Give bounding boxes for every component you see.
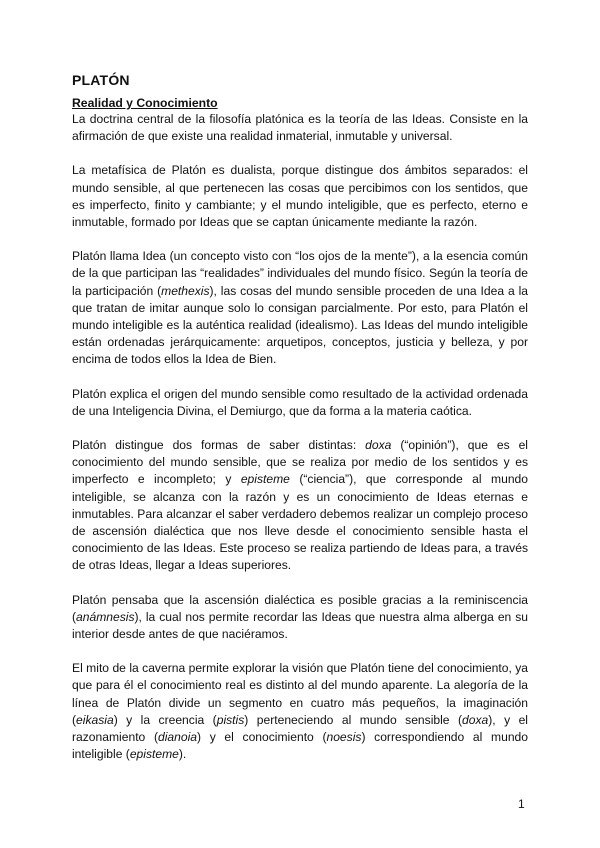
paragraph — [72, 437, 528, 575]
text-run: ) y la creencia ( — [113, 712, 217, 727]
paragraph — [72, 660, 528, 763]
italic-term: episteme — [129, 747, 179, 762]
text-run: (“ciencia”), que corresponde al mundo inteligible, se alcanza con la razón y es un conocimiento de Ideas eternas e inmutables. Para alcanzar el saber verdadero debemos realizar un complejo proceso de ascensión dialéctica que nos lleve desde el conocimiento sensible hasta el conocimiento de las Ideas. Este proceso se realiza partiendo de Ideas para, a través de otras Ideas, llegar a Ideas superiores. — [72, 472, 528, 573]
body-text — [72, 111, 528, 764]
paragraph — [72, 386, 528, 420]
italic-term: noesis — [326, 730, 362, 745]
text-run: ) correspondiendo al mundo inteligible ( — [72, 730, 528, 762]
italic-term: pistis — [216, 712, 245, 727]
page-number: 1 — [518, 797, 525, 811]
paragraph — [72, 162, 528, 231]
text-run: ), y el razonamiento ( — [72, 712, 528, 745]
text-run: ), la cual nos permite recordar las Ideas que nuestra alma alberga en su interior desde antes de que naciéramos. — [72, 609, 528, 642]
text-run: Platón explica el origen del mundo sensible como resultado de la actividad ordenada de una Inteligencia Divina, el Demiurgo, que da forma a la materia caótica. — [72, 386, 528, 418]
text-run: La doctrina central de la filosofía platónica es la teoría de las Ideas. Consiste en la afirmación de que existe una realidad inmaterial, inmutable y universal. — [72, 112, 528, 144]
text-run: ), las cosas del mundo sensible proceden de una Idea a la que tratan de imitar aunque solo lo consigan parcialmente. Por esto, para Platón el mundo inteligible es la auténtica realidad (idealismo). Las Ideas del mundo inteligible están ordenadas jerárquicamente: arquetipos, conceptos, justicia y belleza, y por encima de todos ellos la Idea de Bien. — [72, 283, 528, 367]
italic-term: doxa — [365, 438, 392, 453]
italic-term: methexis — [161, 283, 210, 298]
italic-term: eikasia — [76, 712, 114, 727]
section-heading: Realidad y Conocimiento — [72, 96, 218, 110]
page-content — [72, 72, 528, 781]
text-run: ) y el conocimiento ( — [197, 730, 327, 745]
page-title: PLATÓN — [72, 72, 130, 88]
paragraph — [72, 592, 528, 644]
text-run: La metafísica de Platón es dualista, porque distingue dos ámbitos separados: el mundo sensible, al que pertenecen las cosas que percibimos con los sentidos, que es imperfecto, finito y cambiante; y el mundo inteligible, que es perfecto, eterno e inmutable, formado por Ideas que se captan únicamente mediante la razón. — [72, 163, 528, 230]
paragraph — [72, 248, 528, 368]
italic-term: doxa — [462, 712, 489, 727]
text-run: Platón distingue dos formas de saber distintas: — [72, 438, 366, 453]
italic-term: episteme — [240, 472, 290, 487]
paragraph — [72, 111, 528, 145]
text-run: ) perteneciendo al mundo sensible ( — [244, 712, 463, 727]
italic-term: anámnesis — [76, 609, 135, 624]
text-run: El mito de la caverna permite explorar la visión que Platón tiene del conocimiento, ya que para él el conocimiento real es distinto al del mundo aparente. La alegoría de la línea de Platón divide un segmento en cuatro más pequeños, la imaginación ( — [72, 661, 528, 727]
text-run: ). — [178, 747, 187, 762]
text-run: (“opinión”), que es el conocimiento del mundo sensible, que se realiza por medio de los sentidos y es imperfecto e incompleto; y — [72, 438, 528, 487]
text-run: Platón pensaba que la ascensión dialéctica es posible gracias a la reminiscencia ( — [72, 592, 528, 624]
text-run: Platón llama Idea (un concepto visto con “los ojos de la mente”), a la esencia común de la que participan las “realidades” individuales del mundo físico. Según la teoría de la participación ( — [72, 249, 528, 298]
italic-term: dianoia — [157, 730, 197, 745]
